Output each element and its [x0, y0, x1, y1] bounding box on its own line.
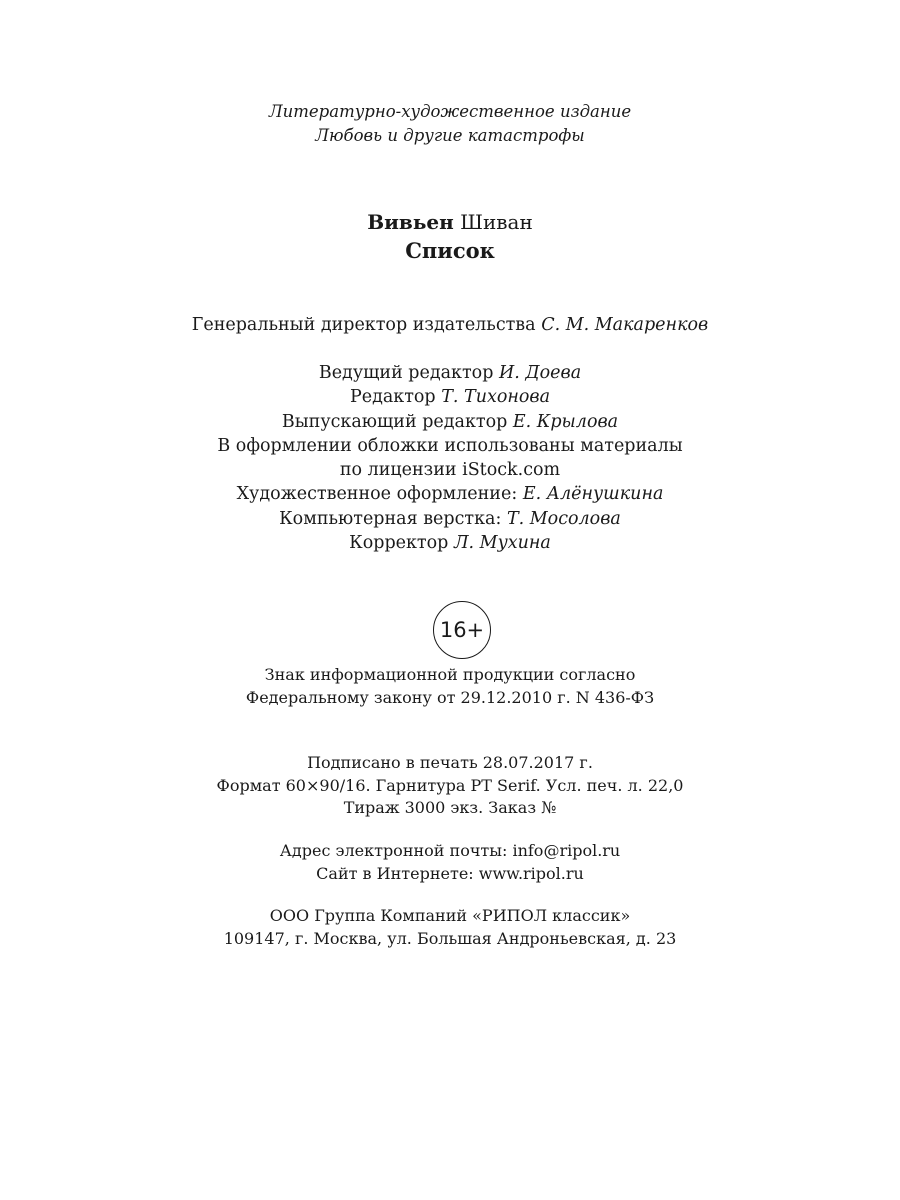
print-details: [0, 752, 900, 820]
credit-lead-editor: [0, 361, 900, 385]
cover-materials-line1: В оформлении обложки использованы материалы: [217, 435, 683, 456]
publisher-company: [0, 905, 900, 950]
series-block: [0, 100, 900, 148]
notice-line2: Федеральному закону от 29.12.2010 г. N 436-ФЗ: [245, 687, 655, 707]
layout-role: Компьютерная верстка:: [279, 508, 502, 529]
layout-name: Т. Мосолова: [506, 508, 621, 529]
notice-line1: Знак информационной продукции согласно: [264, 665, 636, 684]
edition-type: Литературно-художественное издание: [268, 102, 632, 121]
print-signed: Подписано в печать 28.07.2017 г.: [307, 753, 593, 772]
credit-proofreader: [0, 531, 900, 555]
director-name: С. М. Макаренков: [541, 315, 709, 335]
print-format: Формат 60×90/16. Гарнитура PT Serif. Усл. печ. л. 22,0: [216, 775, 684, 795]
book-title-text: Список: [405, 238, 495, 263]
director-credit: [0, 313, 900, 337]
series-name: Любовь и другие катастрофы: [315, 126, 585, 145]
issuing-editor-name: Е. Крылова: [512, 411, 619, 432]
lead-editor-name: И. Доева: [499, 363, 582, 383]
editor-name: Т. Тихонова: [441, 387, 551, 408]
art-design-role: Художественное оформление:: [236, 484, 518, 505]
info-product-notice: [0, 664, 900, 709]
author-first-name: Вивьен: [367, 210, 454, 234]
proofreader-role: Корректор: [349, 533, 449, 554]
credit-art-design: [0, 482, 900, 506]
issuing-editor-role: Выпускающий редактор: [281, 411, 508, 432]
author-name: [0, 208, 900, 236]
lead-editor-role: Ведущий редактор: [318, 363, 494, 383]
contacts-block: [0, 840, 900, 885]
print-circulation: Тираж 3000 экз. Заказ №: [343, 798, 557, 817]
company-address: 109147, г. Москва, ул. Большая Андроньевская, д. 23: [223, 928, 677, 948]
email-line: Адрес электронной почты: info@ripol.ru: [279, 841, 621, 860]
credit-editor: [0, 385, 900, 409]
director-role: Генеральный директор издательства: [191, 315, 536, 335]
age-rating-label: 16+: [439, 618, 485, 642]
proofreader-name: Л. Мухина: [453, 533, 551, 554]
site-line: Сайт в Интернете: www.ripol.ru: [316, 863, 584, 883]
credits-block: [0, 361, 900, 555]
book-title: [0, 236, 900, 266]
credit-layout: [0, 507, 900, 531]
age-rating-badge: [433, 601, 491, 659]
credit-issuing-editor: [0, 410, 900, 434]
editor-role: Редактор: [349, 387, 436, 408]
author-last-name: Шиван: [460, 210, 533, 234]
cover-materials-line2: по лицензии iStock.com: [339, 460, 561, 481]
company-name: ООО Группа Компаний «РИПОЛ классик»: [269, 906, 631, 925]
art-design-name: Е. Алёнушкина: [522, 484, 664, 505]
